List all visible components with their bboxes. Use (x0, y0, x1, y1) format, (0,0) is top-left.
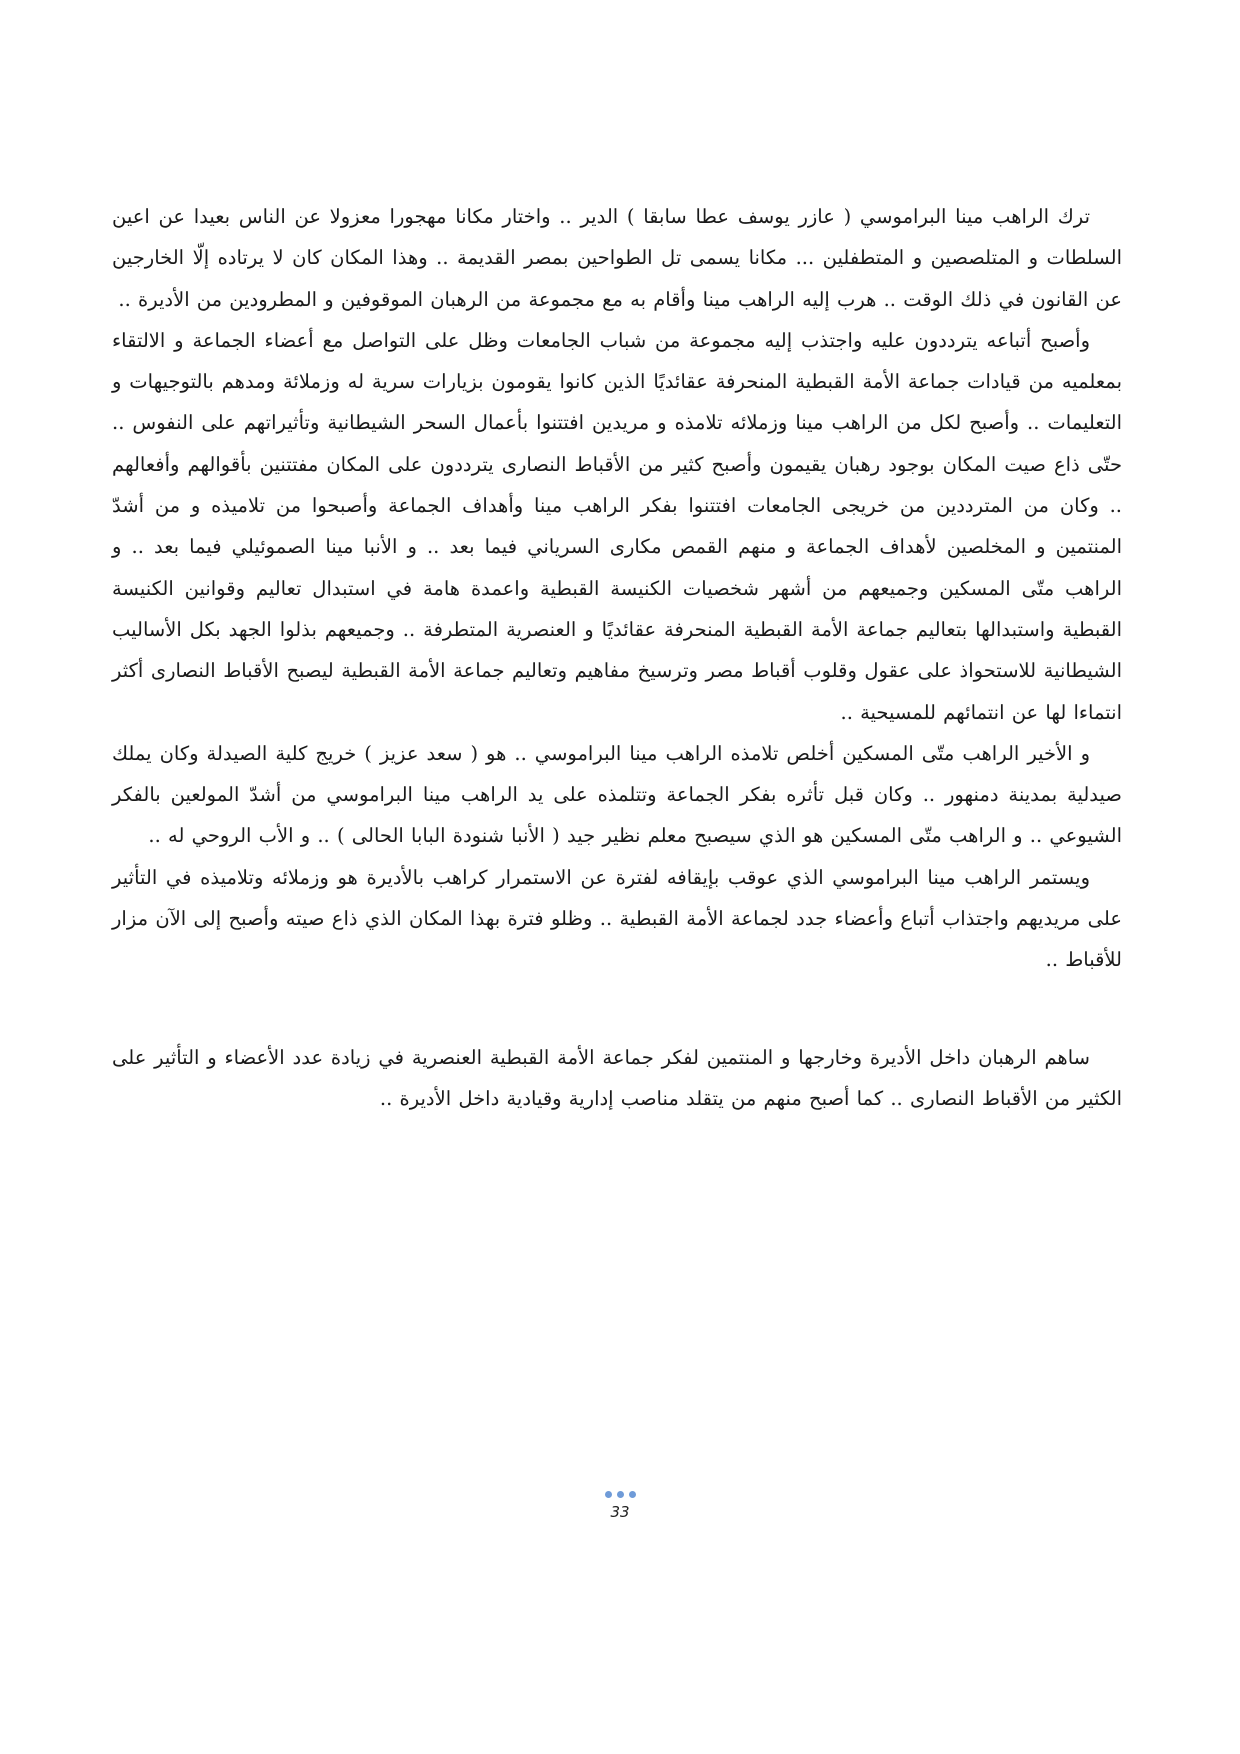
paragraph-2: وأصبح أتباعه يترددون عليه واجتذب إليه مجموعة من شباب الجامعات وظل على التواصل مع أعضاء الجماعة و الالتقاء بمعلميه من قيادات جماعة الأمة القبطية المنحرفة عقائديًا الذين كانوا يقومون بزيارات سرية له وزملائة ومدهم بالتوجيهات و التعليمات .. وأصبح لكل من الراهب مينا وزملائه تلامذه و مريدين افتتنوا بأعمال السحر الشيطانية وتأثيراتهم على النفوس .. حتّى ذاع صيت المكان بوجود رهبان يقيمون وأصبح كثير من الأقباط النصارى يترددون على المكان مفتتنين بأقوالهم وأفعالهم .. وكان من المترددين من خريجى الجامعات افتتنوا بفكر الراهب مينا وأهداف الجماعة وأصبحوا من تلاميذه و من أشدّ المنتمين و المخلصين لأهداف الجماعة و منهم القمص مكارى السرياني فيما بعد .. و الأنبا مينا الصموئيلي فيما بعد .. و الراهب متّى المسكين وجميعهم من أشهر شخصيات الكنيسة القبطية واعمدة هامة في استبدال تعاليم وقوانين الكنيسة القبطية واستبدالها بتعاليم جماعة الأمة القبطية المنحرفة عقائديًا و العنصرية المتطرفة .. وجميعهم بذلوا الجهد بكل الأساليب الشيطانية للاستحواذ على عقول وقلوب أقباط مصر وترسيخ مفاهيم وتعاليم جماعة الأمة القبطية ليصبح الأقباط النصارى أكثر انتماءا لها عن انتمائهم للمسيحية .. (112, 328, 1122, 724)
dot-icon (617, 1491, 624, 1498)
paragraph-3: و الأخير الراهب متّى المسكين أخلص تلامذه الراهب مينا البراموسي .. هو ( سعد عزيز ) خريج كلية الصيدلة وكان يملك صيدلية بمدينة دمنهور .. وكان قبل تأثره بفكر الجماعة وتتلمذه على يد الراهب مينا البراموسي من أشدّ المولعين بالفكر الشيوعي .. و الراهب متّى المسكين هو الذي سيصبح معلم نظير جيد ( الأنبا شنودة البابا الحالى ) .. و الأب الروحي له .. (112, 741, 1122, 848)
section-gap (112, 981, 1122, 1037)
page-body (112, 196, 1122, 1119)
page-number: 33 (610, 1503, 630, 1521)
dot-icon (629, 1491, 636, 1498)
page-footer (0, 1483, 1240, 1521)
paragraph-4: ويستمر الراهب مينا البراموسي الذي عوقب بإيقافه لفترة عن الاستمرار كراهب بالأديرة هو وزملائه وتلاميذه في التأثير على مريديهم واجتذاب أتباع وأعضاء جدد لجماعة الأمة القبطية .. وظلو فترة بهذا المكان الذي ذاع صيته وأصبح إلى الآن مزار للأقباط .. (112, 865, 1122, 972)
ornament-dots-icon (602, 1491, 638, 1503)
dot-icon (605, 1491, 612, 1498)
paragraph-1: ترك الراهب مينا البراموسي ( عازر يوسف عطا سابقا ) الدير .. واختار مكانا مهجورا معزولا عن الناس بعيدا عن اعين السلطات و المتلصصين و المتطفلين ... مكانا يسمى تل الطواحين بمصر القديمة .. وهذا المكان كان لا يرتاده إلّا الخارجين عن القانون في ذلك الوقت .. هرب إليه الراهب مينا وأقام به مع مجموعة من الرهبان الموقوفين و المطرودين من الأديرة .. (112, 205, 1122, 311)
paragraph-5: ساهم الرهبان داخل الأديرة وخارجها و المنتمين لفكر جماعة الأمة القبطية العنصرية في زيادة عدد الأعضاء و التأثير على الكثير من الأقباط النصارى .. كما أصبح منهم من يتقلد مناصب إدارية وقيادية داخل الأديرة .. (112, 1045, 1122, 1110)
